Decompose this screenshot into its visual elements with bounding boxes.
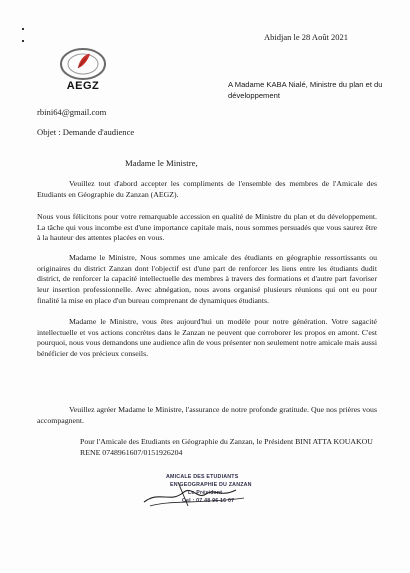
- paragraph-5: Veuillez agréer Madame le Ministre, l'assurance de notre profonde gratitude. Que nos prières vous accompagnent.: [37, 405, 377, 425]
- letter-subject: Objet : Demande d'audience: [37, 127, 135, 137]
- handwritten-signature: [140, 470, 250, 516]
- letter-date: Abidjan le 28 Août 2021: [264, 32, 349, 42]
- sender-email: rbini64@gmail.com: [37, 107, 107, 117]
- paragraph-4: Madame le Ministre, vous êtes aujourd'hui un modèle pour notre génération. Votre sagacité intellectuelle et vos actions concrètes dans le Zanzan ne peuvent que corroborer les propos en amont. C'est pourquoi, nous vous demandons une audience afin de vous présenter non seulement notre amicale mais aussi bénéficier de vos précieux conseils.: [37, 317, 377, 359]
- paragraph-1: Veuillez tout d'abord accepter les compliments de l'ensemble des membres de l'Amicale des Etudiants en Géographie du Zanzan (AEGZ).: [37, 179, 377, 199]
- stamp-line: Le Président: [188, 490, 223, 496]
- paragraph-3: Madame le Ministre, Nous sommes une amicale des étudiants en géographie ressortissants ou originaires du district Zanzan dont l'objectif est d'une part de renforcer les liens entre les étudiants dudit district, de renforcer la capacité intellectuelle des membres à travers des formations et d'autre part favoriser leur insertion professionnelle. Avec abnégation, nous avons organisé plusieurs réunions qui ont eu pour finalité la mise en place d'un bureau comprenant de dynamiques étudiants.: [37, 253, 377, 305]
- stamp-line: EN GEOGRAPHIE DU ZANZAN: [170, 482, 252, 488]
- margin-marks: [22, 28, 25, 52]
- salutation: Madame le Ministre,: [125, 158, 198, 168]
- recipient-address: A Madame KABA Nialé, Ministre du plan et du développement: [228, 80, 383, 100]
- logo-text: AEGZ: [66, 80, 100, 92]
- signoff: Pour l'Amicale des Etudiants en Géographie du Zanzan, le Président BINI ATTA KOUAKOU RENE 0748961607/0151926204: [80, 437, 373, 457]
- stamp-line: AMICALE DES ETUDIANTS: [166, 474, 239, 480]
- stamp-line: Cel : 07 48 96 16 07: [182, 498, 235, 504]
- paragraph-2: Nous vous félicitons pour votre remarquable accession en qualité de Ministre du plan et du développement. La tâche qui vous incombe est d'une importance capitale mais, nous sommes persuadés que vous saurez être à la hauteur des attentes placées en vous.: [37, 212, 377, 243]
